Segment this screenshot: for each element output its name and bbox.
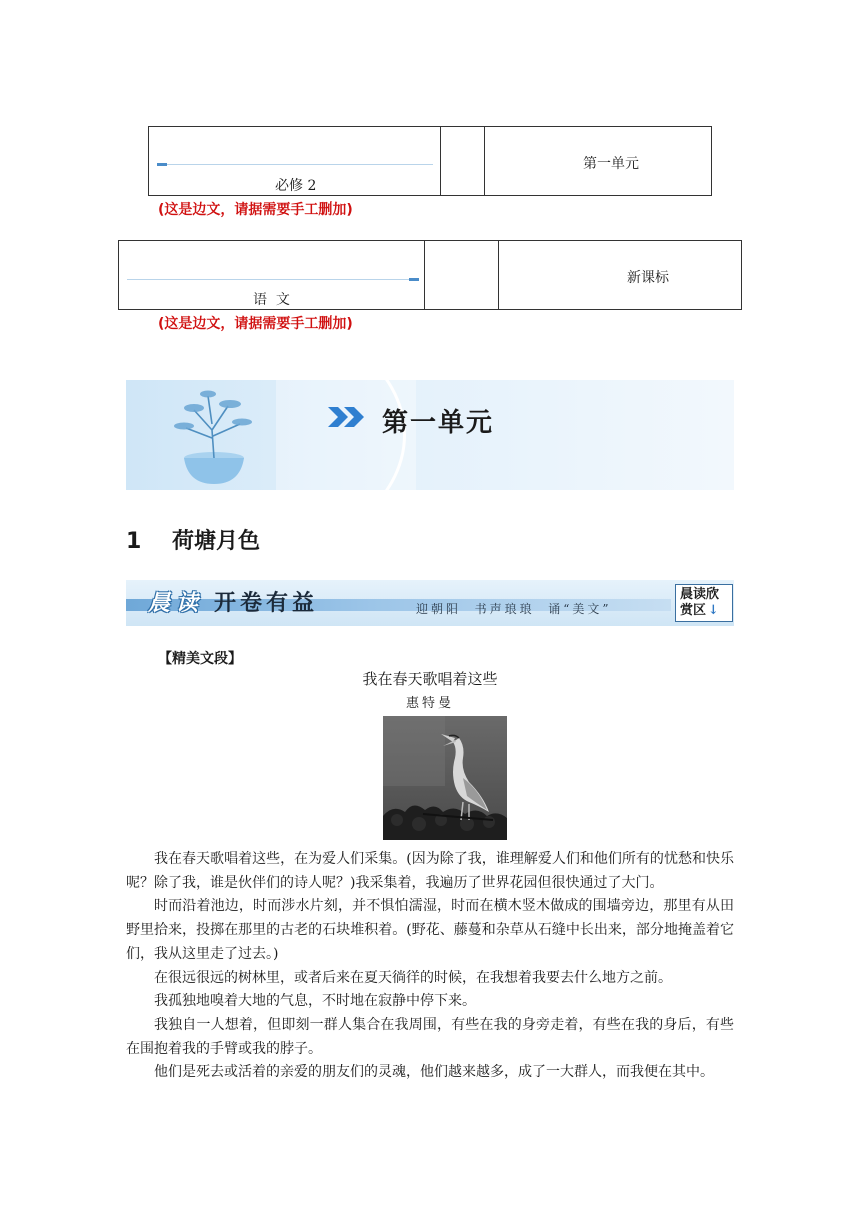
plant-pot-icon (146, 380, 286, 490)
poem-body (126, 848, 734, 1085)
unit-banner (126, 380, 734, 490)
header-rule-mark (409, 278, 419, 281)
down-arrow-icon: ↓ (708, 603, 719, 618)
header-rule (127, 279, 409, 280)
paragraph: 我独自一人想着，但即刻一群人集合在我周围，有些在我的身旁走着，有些在我的身后，有些在围抱着我的手臂或我的脖子。 (126, 1016, 734, 1057)
header-rule (167, 164, 433, 165)
double-chevron-icon (328, 405, 368, 429)
header-table-2 (118, 240, 742, 310)
paragraph: 在很远很远的树林里，或者后来在夏天徜徉的时候，在我想着我要去什么地方之前。 (154, 969, 672, 986)
reading-badge (675, 584, 733, 622)
section-label: 【精美文段】 (158, 651, 242, 667)
reading-logo: 晨读 (148, 590, 205, 616)
header-curriculum: 新课标 (627, 270, 669, 286)
header-cell-right (499, 241, 741, 309)
morning-reading-bar (126, 580, 734, 626)
header-rule-mark (157, 163, 167, 166)
header-table-1 (148, 126, 712, 196)
paragraph: 时而沿着池边，时而涉水片刻，并不惧怕濡湿，时而在横木竖木做成的围墙旁边，那里有从田野里拾来，投掷在那里的古老的石块堆积着。(野花、藤蔓和杂草从石缝中长出来，部分地掩盖着它们，我从这里走了过去。) (126, 898, 734, 962)
paragraph: 我在春天歌唱着这些，在为爱人们采集。(因为除了我，谁理解爱人们和他们所有的忧愁和快乐呢？除了我，谁是伙伴们的诗人呢？)我采集着，我遍历了世界花园但很快通过了大门。 (126, 851, 734, 891)
header-cell-right (485, 127, 711, 195)
paragraph: 他们是死去或活着的亲爱的朋友们的灵魂，他们越来越多，成了一大群人，而我便在其中。 (154, 1064, 714, 1081)
banner-title: 第一单元 (382, 408, 495, 438)
reading-motto: 开卷有益 (214, 590, 319, 616)
header-subject: 语 文 (253, 292, 290, 308)
header-cell-subject (119, 241, 425, 309)
paragraph: 我孤独地嗅着大地的气息，不时地在寂静中停下来。 (154, 993, 476, 1010)
reading-slogan: 迎朝阳 书声琅琅 诵“美文” (416, 602, 612, 616)
badge-line-1: 晨读欣 (680, 587, 720, 602)
header-unit: 第一单元 (583, 156, 639, 172)
header-cell-subject (149, 127, 441, 195)
badge-line-2: 赏区 (680, 603, 707, 618)
header-subject: 必修 2 (275, 178, 317, 194)
poem-title: 我在春天歌唱着这些 (362, 670, 498, 688)
margin-note-2: (这是边文，请据需要手工删加) (158, 316, 353, 332)
poem-author: 惠特曼 (405, 696, 454, 711)
header-cell-blank (425, 241, 499, 309)
margin-note-1: (这是边文，请据需要手工删加) (158, 202, 353, 218)
header-cell-blank (441, 127, 485, 195)
heron-photo (383, 716, 507, 840)
lesson-title: 1 荷塘月色 (126, 529, 260, 554)
